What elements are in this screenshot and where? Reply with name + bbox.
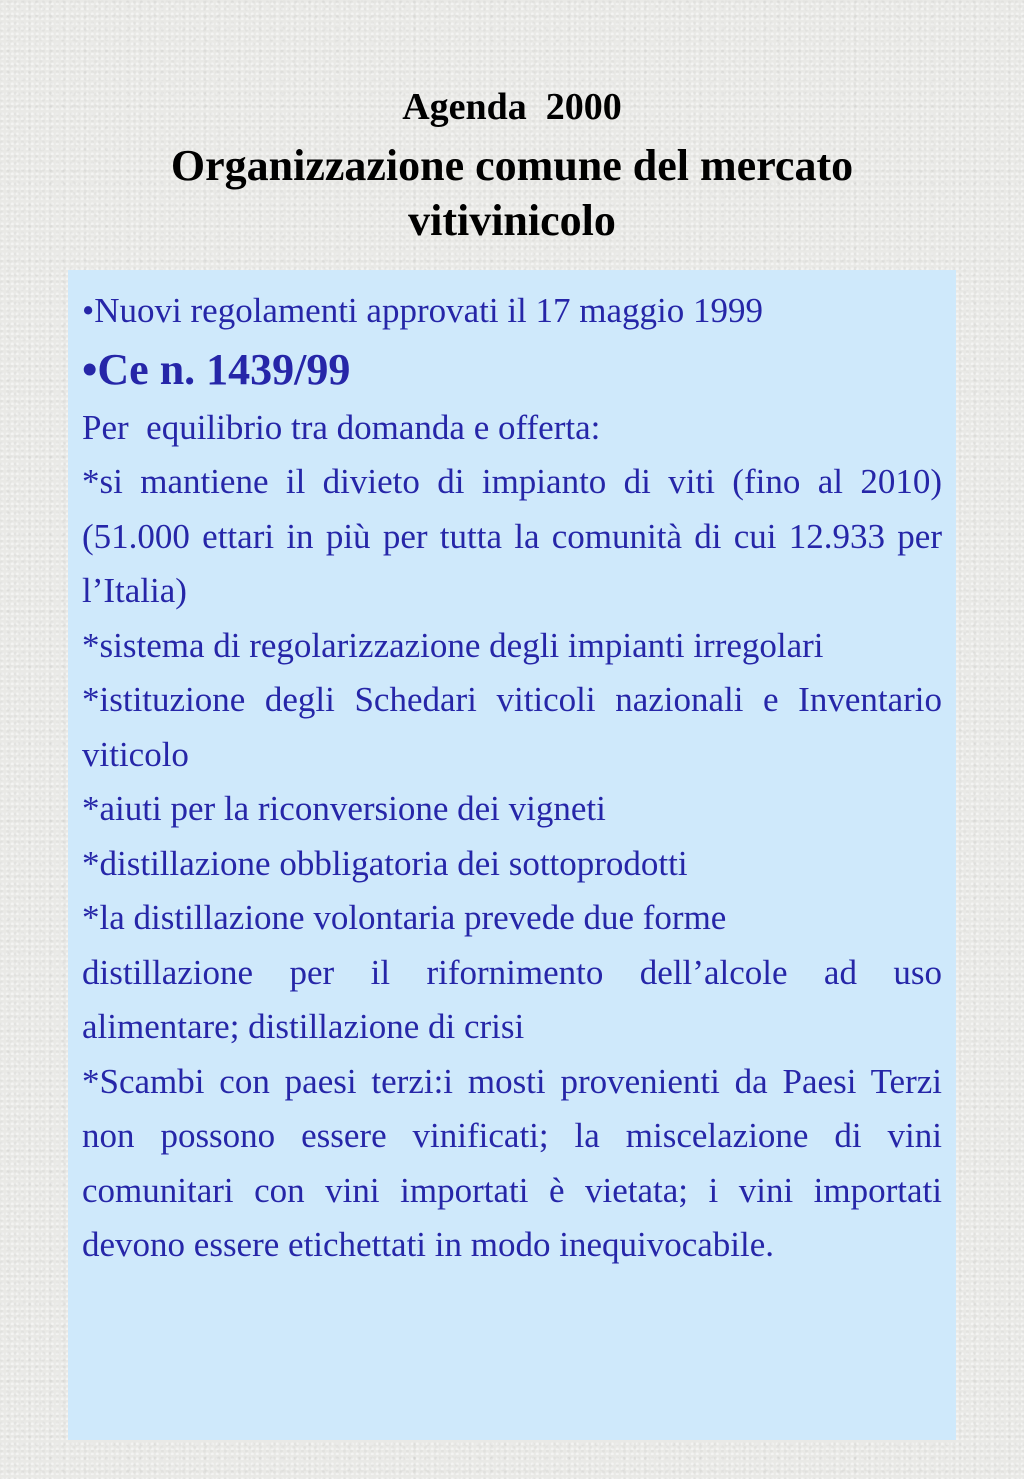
list-item-distillation-forms: distillazione per il rifornimento dell’alcole ad uso alimentare; distillazione di crisi: [82, 952, 942, 1046]
bullet-regulation-number: •Ce n. 1439/99: [82, 344, 351, 394]
intro-line: Per equilibrio tra domanda e offerta:: [82, 407, 601, 447]
list-item-mandatory-distillation: *distillazione obbligatoria dei sottoprodotti: [82, 843, 688, 883]
title-line-2: vitivinicolo: [408, 196, 616, 245]
list-item-planting-ban: *si mantiene il divieto di impianto di viti (fino al 2010) (51.000 ettari in più per tutta la comunità di cui 12.933 per l’Italia): [82, 462, 942, 610]
content-box: [68, 270, 960, 1440]
list-item-conversion-aid: *aiuti per la riconversione dei vigneti: [82, 789, 606, 828]
list-item-vineyard-registers: *istituzione degli Schedari viticoli nazionali e Inventario viticolo: [82, 680, 942, 774]
slide-title: [0, 138, 1024, 248]
agenda-label: Agenda 2000: [402, 86, 622, 128]
slide-heading: [0, 80, 1024, 248]
title-line-1: Organizzazione comune del mercato: [170, 141, 854, 190]
list-item-regularization: *sistema di regolarizzazione degli impianti irregolari: [82, 625, 824, 665]
list-item-voluntary-distillation: *la distillazione volontaria prevede due forme: [82, 898, 727, 937]
bullet-new-regulations: •Nuovi regolamenti approvati il 17 maggio 1999: [82, 291, 764, 330]
list-item-third-country-trade: *Scambi con paesi terzi:i mosti provenienti da Paesi Terzi non possono essere vinificati; la miscelazione di vini comunitari con vini importati è vietata; i vini importati devono essere etichettati in modo inequivocabile.: [82, 1061, 960, 1264]
